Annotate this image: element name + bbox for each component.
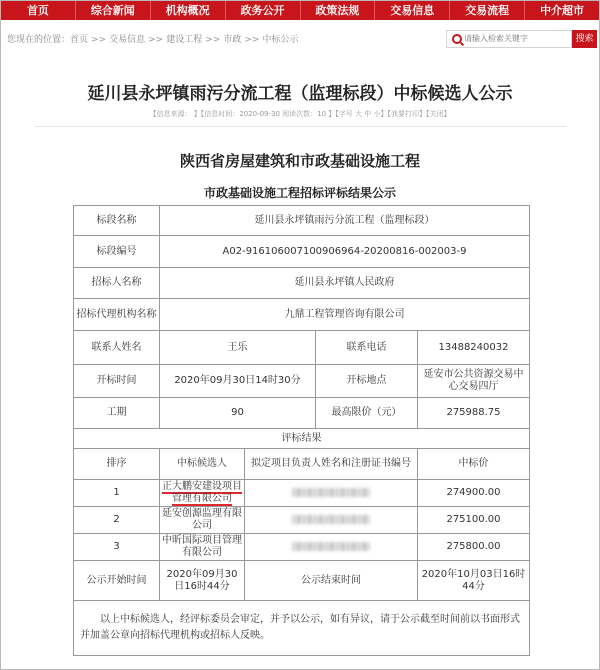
row-price: 275100.00 (418, 507, 530, 534)
article-title: 延川县永坪镇雨污分流工程（监理标段）中标候选人公示 (87, 84, 513, 104)
search-button[interactable]: 搜索 (572, 30, 597, 48)
table-row (74, 268, 530, 299)
search-icon (452, 34, 462, 44)
end-value: 2020年10月03日16时44分 (418, 561, 530, 601)
row-rank: 3 (74, 534, 160, 561)
main-nav (1, 1, 599, 20)
result-label: 评标结果 (74, 429, 530, 449)
breadcrumb (7, 32, 298, 45)
period-label: 工期 (74, 398, 160, 429)
breadcrumb-trade-info[interactable]: 交易信息 (109, 35, 146, 45)
redacted-text (292, 542, 370, 551)
search-box (446, 30, 572, 48)
period-value: 90 (160, 398, 316, 429)
row-candidate: 延安创源监理有限公司 (160, 507, 245, 534)
search-input[interactable] (464, 31, 568, 46)
nav-trade-process[interactable]: 交易流程 (450, 1, 525, 20)
breadcrumb-construction[interactable]: 建设工程 (166, 35, 203, 45)
section-name-value: 延川县永坪镇雨污分流工程（监理标段） (160, 206, 530, 236)
redacted-text (292, 488, 370, 497)
phone-value: 13488240032 (418, 331, 530, 365)
section-no-label: 标段编号 (74, 236, 160, 268)
divider (35, 126, 567, 127)
breadcrumb-prefix: 您现在的位置： (7, 35, 71, 45)
end-label: 公示结束时间 (245, 561, 418, 601)
nav-about[interactable]: 机构概况 (151, 1, 226, 20)
contact-label: 联系人姓名 (74, 331, 160, 365)
open-place-value: 延安市公共资源交易中心交易四厅 (418, 365, 530, 398)
breadcrumb-bid-notice[interactable]: 中标公示 (262, 35, 299, 45)
result-table (73, 205, 530, 656)
row-manager (245, 534, 418, 561)
nav-home[interactable]: 首页 (1, 1, 76, 20)
table-row (74, 507, 530, 534)
max-price-label: 最高限价（元） (316, 398, 418, 429)
breadcrumb-separator: >> (91, 35, 107, 45)
nav-trade-info[interactable]: 交易信息 (375, 1, 450, 20)
section-name-label: 标段名称 (74, 206, 160, 236)
candidate-name: 正大鹏安建设项目管理有限公司 (162, 481, 242, 504)
breadcrumb-separator: >> (148, 35, 164, 45)
table-row (74, 480, 530, 507)
table-row (74, 331, 530, 365)
breadcrumb-home[interactable]: 首页 (70, 35, 89, 45)
nav-agency-market[interactable]: 中介超市 (540, 4, 585, 17)
tenderer-label: 招标人名称 (74, 268, 160, 299)
section-no-value: A02-916106007100906964-20200816-002003-9 (160, 236, 530, 268)
row-price: 275800.00 (418, 534, 530, 561)
table-row (74, 601, 530, 656)
row-rank: 2 (74, 507, 160, 534)
row-price: 274900.00 (418, 480, 530, 507)
col-price: 中标价 (418, 449, 530, 480)
row-candidate (160, 480, 245, 507)
row-manager (245, 480, 418, 507)
breadcrumb-separator: >> (244, 35, 260, 45)
table-row (74, 398, 530, 429)
row-rank: 1 (74, 480, 160, 507)
org-title: 陕西省房屋建筑和市政基础设施工程 (179, 152, 420, 170)
nav-policies[interactable]: 政策法规 (301, 1, 376, 20)
result-title: 市政基础设施工程招标评标结果公示 (203, 186, 396, 200)
table-row (74, 365, 530, 398)
max-price-value: 275988.75 (418, 398, 530, 429)
col-rank: 排序 (74, 449, 160, 480)
breadcrumb-municipal[interactable]: 市政 (223, 35, 242, 45)
notice-text: 以上中标候选人，经评标委员会审定，并予以公示，如有异议，请于公示截至时间前以书面形式并加盖公章向招标代理机构或招标人反映。 (74, 601, 530, 656)
table-row (74, 429, 530, 449)
agency-label: 招标代理机构名称 (74, 299, 160, 331)
open-time-label: 开标时间 (74, 365, 160, 398)
col-candidate: 中标候选人 (160, 449, 245, 480)
article-meta: 【信息来源： 】【信息时间：2020-09-30 阅读次数：10 】【字号 大 中 小】【我要打印】【关闭】 (149, 110, 451, 118)
col-manager: 拟定项目负责人姓名和注册证书编号 (245, 449, 418, 480)
table-row (74, 534, 530, 561)
nav-public-affairs[interactable]: 政务公开 (226, 1, 301, 20)
start-value: 2020年09月30日16时44分 (160, 561, 245, 601)
row-candidate: 中昕国际项目管理有限公司 (160, 534, 245, 561)
breadcrumb-bar (1, 29, 599, 49)
open-place-label: 开标地点 (316, 365, 418, 398)
table-row (74, 299, 530, 331)
nav-news[interactable]: 综合新闻 (76, 1, 151, 20)
row-manager (245, 507, 418, 534)
breadcrumb-separator: >> (205, 35, 221, 45)
redacted-text (292, 515, 370, 524)
start-label: 公示开始时间 (74, 561, 160, 601)
table-row (74, 236, 530, 268)
open-time-value: 2020年09月30日14时30分 (160, 365, 316, 398)
tenderer-value: 延川县永坪镇人民政府 (160, 268, 530, 299)
phone-label: 联系电话 (316, 331, 418, 365)
table-row (74, 561, 530, 601)
contact-value: 王乐 (160, 331, 316, 365)
agency-value: 九鼎工程管理咨询有限公司 (160, 299, 530, 331)
table-row (74, 206, 530, 236)
table-header-row (74, 449, 530, 480)
